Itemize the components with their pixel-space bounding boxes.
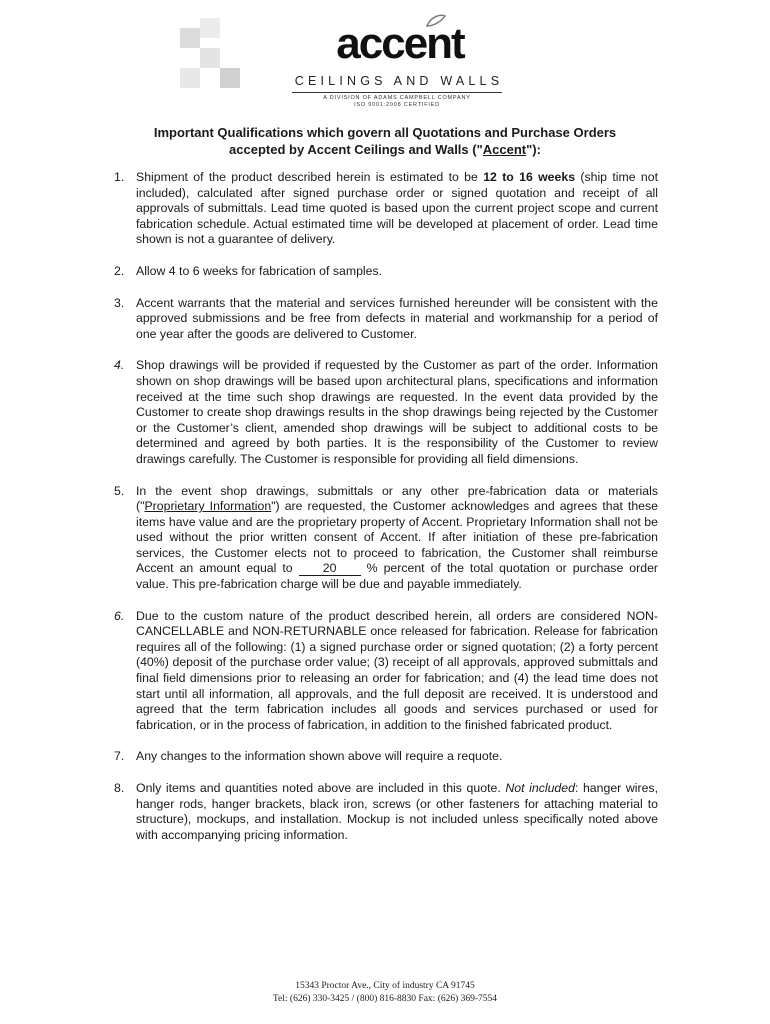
qualification-item-6: [114, 608, 658, 734]
logo-division-text: [292, 95, 502, 109]
item-text: Only items and quantities noted above are included in this quote.: [136, 781, 506, 795]
heading-line-1: Important Qualifications which govern all Quotations and Purchase Orders: [153, 125, 617, 140]
item-text: In the event shop drawings, submittals or any other pre-fabrication data or materials (": [136, 483, 658, 514]
logo-square: [200, 48, 220, 68]
logo-square: [200, 18, 220, 38]
item-number: 2.: [114, 263, 125, 278]
qualification-item-7: [114, 749, 658, 765]
item-number: 5.: [114, 483, 125, 498]
logo-squares-mark: [180, 18, 240, 98]
qualification-item-1: [114, 170, 658, 248]
item-number: 3.: [114, 295, 125, 310]
document-heading: [112, 124, 658, 158]
logo-tagline: CEILINGS AND WALLS: [294, 74, 504, 88]
footer-address: 15343 Proctor Ave., City of industry CA 91745: [295, 981, 475, 991]
item-text: Shop drawings will be provided if requested by the Customer as part of the order. Information shown on shop drawings will be based upon architectural plans, specifications and information received at the time such shop drawings are requested. In the event data provided by the Customer to create shop drawings results in the shop drawings being rejected by the Customer or the Customer’s client, amended shop drawings will be subject to additional costs to be determined and agreed by both parties. It is the responsibility of the Customer to review drawings carefully. The Customer is responsible for providing all field dimensions.: [136, 358, 658, 466]
item-text: : hanger wires, hanger rods, hanger brackets, black iron, screws (or other fasteners for attaching material to structure), mockups, and installation. Mockup is not included unless specifically noted above with accompanying pricing information.: [136, 781, 658, 842]
heading-accent-term: Accent: [482, 142, 527, 157]
heading-line-2-prefix: accepted by Accent Ceilings and Walls (": [229, 142, 483, 157]
item-text: % percent of the total quotation or purchase order value. This pre-fabrication charge will be due and payable immediately.: [136, 561, 659, 592]
qualifications-list: [114, 170, 659, 843]
item-text: (ship time not included), calculated after signed purchase order or signed quotation and receipt of all approvals of submittals. Lead time quoted is based upon the current project scope and current fabrication schedule. Actual estimated time will be developed at placement of order. Lead time shown is not a guarantee of delivery.: [136, 170, 658, 247]
footer-phone-fax: Tel: (626) 330-3425 / (800) 816-8830 Fax: (626) 369-7554: [272, 994, 498, 1004]
logo-division-line-2: ISO 9001:2008 CERTIFIED: [354, 102, 440, 108]
item-number: 4.: [114, 358, 125, 373]
item-text: Any changes to the information shown above will require a requote.: [136, 749, 503, 764]
proprietary-information-term: Proprietary Information: [144, 499, 272, 514]
item-text: Allow 4 to 6 weeks for fabrication of samples.: [136, 263, 383, 278]
logo-divider: [292, 92, 502, 93]
item-number: 7.: [114, 749, 125, 764]
item-text: Accent warrants that the material and services furnished hereunder will be consistent with the approved submissions and be free from defects in material and workmanship for a period of one year after the goods are delivered to Customer.: [136, 295, 658, 341]
item-number: 1.: [114, 170, 125, 184]
page-footer: [160, 980, 610, 1006]
heading-line-2-suffix: "):: [526, 142, 541, 157]
logo-square: [180, 68, 200, 88]
logo-wordmark: accent: [336, 19, 464, 68]
qualification-item-3: [114, 295, 658, 343]
qualification-item-2: [114, 263, 658, 280]
qualification-item-8: [114, 781, 658, 843]
percent-fill-in: 20: [299, 562, 361, 576]
logo-square: [180, 28, 200, 48]
heading-line-2: [112, 141, 658, 158]
item-number: 6.: [114, 608, 125, 623]
item-text: Due to the custom nature of the product described herein, all orders are considered NON-CANCELLABLE and NON-RETURNABLE once released for fabrication. Release for fabrication requires all of the following: (1) a signed purchase order or signed quotation; (2) a forty percent (40%) deposit of the purchase order value; (3) receipt of all approvals, approved submittals and final field dimensions prior to releasing an order for fabrication; and (4) the lead time does not start until all information, all approvals, and the full deposit are received. It is understood and agreed that the term fabrication includes all goods and services purchased or used for fabrication, or in the process of fabrication, in addition to the finished fabricated product.: [136, 608, 658, 732]
qualification-item-4: [114, 358, 658, 467]
item-text: Shipment of the product described herein is estimated to be: [136, 170, 484, 184]
item-number: 8.: [114, 781, 125, 795]
lead-time-emphasis: 12 to 16 weeks: [483, 170, 576, 184]
not-included-label: Not included: [505, 781, 575, 795]
logo-division-line-1: A DIVISION OF ADAMS CAMPBELL COMPANY: [323, 95, 471, 101]
item-text: ") are requested, the Customer acknowledges and agrees that these items have value and are the proprietary property of Accent. Proprietary Information shall not be used without the prior written consent of Accent. If after initiation of these pre-fabrication services, the Customer elects not to proceed to fabrication, the Customer shall reimburse Accent an amount equal to: [136, 499, 659, 576]
qualification-item-5: [114, 483, 659, 593]
logo-square: [220, 68, 240, 88]
